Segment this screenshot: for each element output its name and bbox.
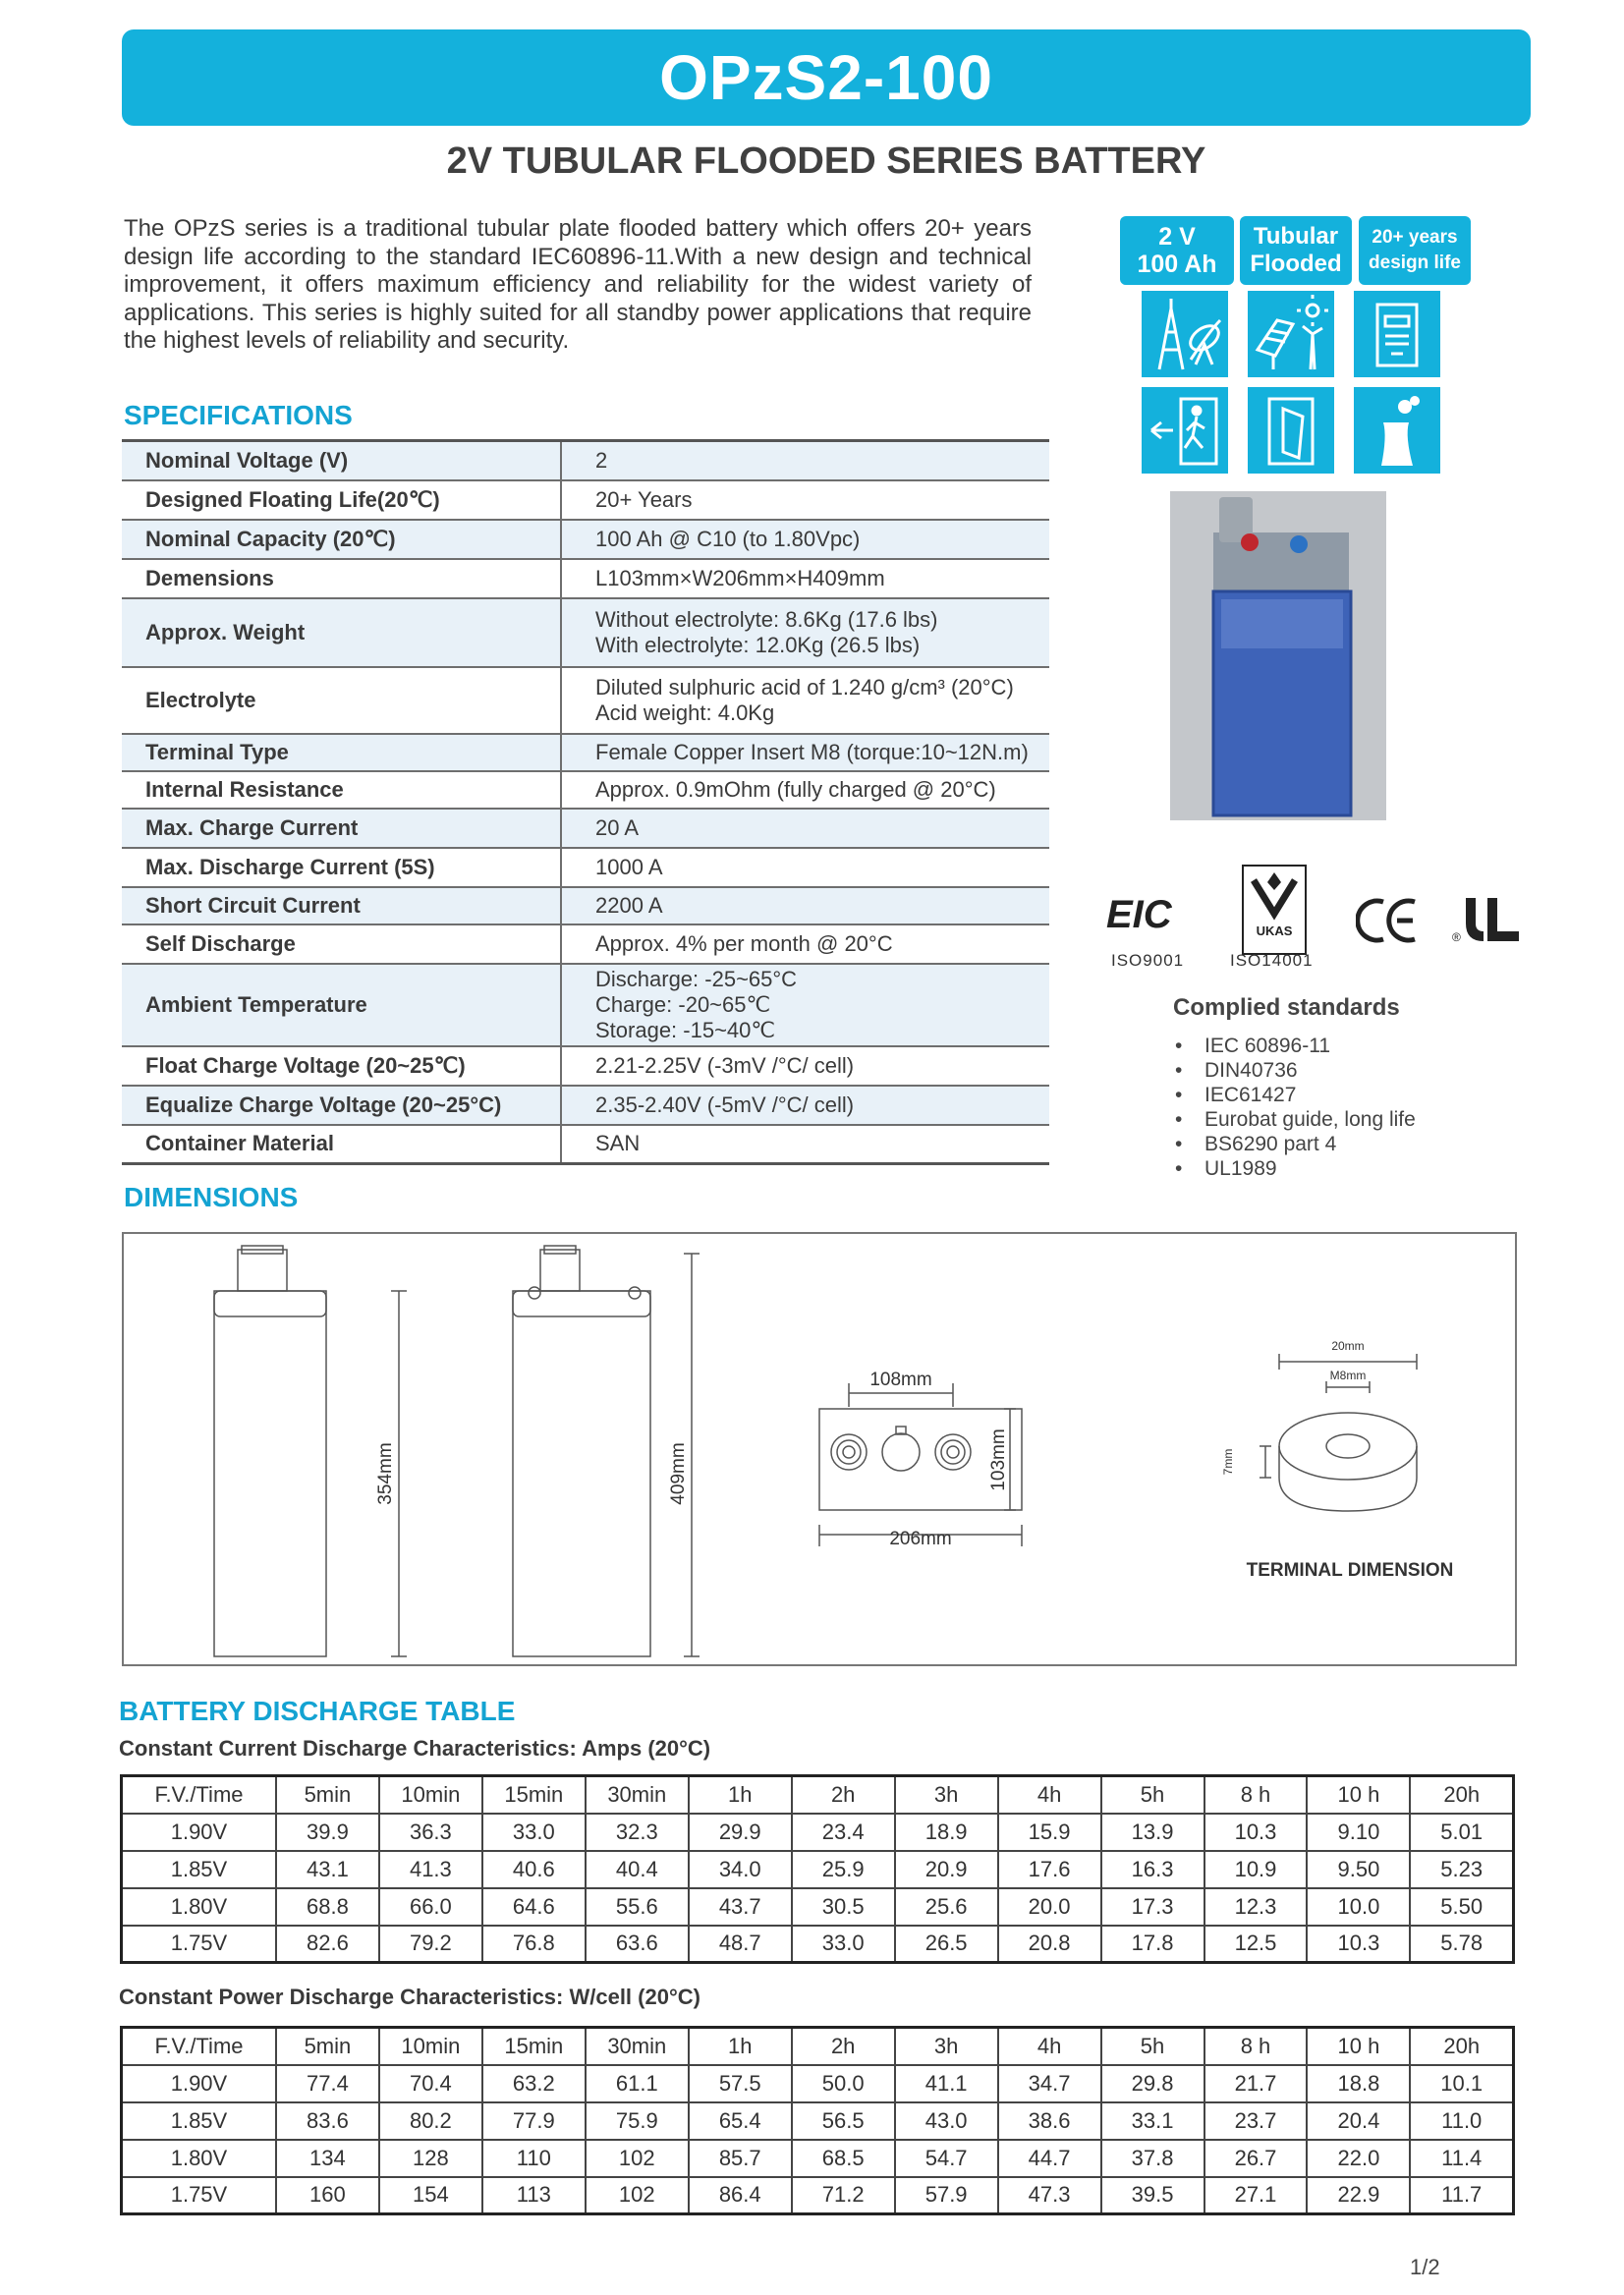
svg-text:EIC: EIC xyxy=(1106,893,1172,936)
table-cell: 77.4 xyxy=(276,2065,379,2102)
spec-value xyxy=(561,1086,1049,1125)
table-cell: 21.7 xyxy=(1204,2065,1308,2102)
table-cell: 37.8 xyxy=(1101,2140,1204,2177)
column-header: 30min xyxy=(586,1776,689,1814)
spec-value-line: Female Copper Insert M8 (torque:10~12N.m) xyxy=(595,739,1029,764)
spec-value xyxy=(561,480,1049,520)
spec-value-line: 2 xyxy=(595,447,608,473)
table-row xyxy=(122,1888,1514,1926)
table-cell: 10.3 xyxy=(1204,1814,1308,1851)
spec-value-line: 20 A xyxy=(595,814,640,840)
table-cell: 57.9 xyxy=(895,2177,998,2214)
table-cell: 79.2 xyxy=(379,1926,482,1963)
table-cell: 63.6 xyxy=(586,1926,689,1963)
table-cell: 86.4 xyxy=(689,2177,792,2214)
spec-row xyxy=(122,848,1049,887)
spec-label: Approx. Weight xyxy=(122,598,561,667)
spec-row xyxy=(122,809,1049,848)
iso14001-label: ISO14001 xyxy=(1230,951,1314,970)
table-cell: 128 xyxy=(379,2140,482,2177)
spec-value-line: With electrolyte: 12.0Kg (26.5 lbs) xyxy=(595,632,921,657)
spec-label: Self Discharge xyxy=(122,924,561,964)
dim-terminal-thread: M8mm xyxy=(1329,1369,1367,1382)
spec-row xyxy=(122,1086,1049,1125)
spec-label: Designed Floating Life(20℃) xyxy=(122,480,561,520)
table-cell: 102 xyxy=(586,2177,689,2214)
table-cell: 18.8 xyxy=(1307,2065,1410,2102)
column-header: 20h xyxy=(1410,2028,1513,2065)
spec-value xyxy=(561,1125,1049,1164)
table-cell: 80.2 xyxy=(379,2102,482,2140)
table-cell: 29.9 xyxy=(689,1814,792,1851)
spec-label: Max. Discharge Current (5S) xyxy=(122,848,561,887)
table-cell: 17.3 xyxy=(1101,1888,1204,1926)
spec-row xyxy=(122,1125,1049,1164)
table-cell: 26.7 xyxy=(1204,2140,1308,2177)
table-cell: 70.4 xyxy=(379,2065,482,2102)
standards-title: Complied standards xyxy=(1173,994,1400,1021)
table-cell: 50.0 xyxy=(792,2065,895,2102)
table-cell: 36.3 xyxy=(379,1814,482,1851)
specifications-heading: SPECIFICATIONS xyxy=(124,400,353,430)
column-header: 2h xyxy=(792,1776,895,1814)
spec-value-line: Approx. 0.9mOhm (fully charged @ 20°C) xyxy=(595,776,996,802)
dim-height-cell: 354mm xyxy=(375,1442,396,1505)
column-header: 1h xyxy=(689,1776,792,1814)
table-cell: 76.8 xyxy=(482,1926,586,1963)
table-cell: 10.9 xyxy=(1204,1851,1308,1888)
column-header: 5h xyxy=(1101,2028,1204,2065)
emergency-exit-icon xyxy=(1142,387,1228,474)
spec-value-line: 100 Ah @ C10 (to 1.80Vpc) xyxy=(595,526,861,551)
spec-value xyxy=(561,598,1049,667)
table-cell: 10.0 xyxy=(1307,1888,1410,1926)
table-cell: 34.7 xyxy=(998,2065,1101,2102)
power-table-title: Constant Power Discharge Characteristics: W/cell (20°C) xyxy=(119,1985,700,2009)
table-cell: 29.8 xyxy=(1101,2065,1204,2102)
table-cell: 63.2 xyxy=(482,2065,586,2102)
dimension-drawing xyxy=(122,1232,1517,1666)
table-cell: 12.3 xyxy=(1204,1888,1308,1926)
column-header: 15min xyxy=(482,2028,586,2065)
table-cell: 48.7 xyxy=(689,1926,792,1963)
spec-row xyxy=(122,964,1049,1046)
column-header: 3h xyxy=(895,2028,998,2065)
table-cell: 5.23 xyxy=(1410,1851,1513,1888)
column-header: 4h xyxy=(998,1776,1101,1814)
table-cell: 12.5 xyxy=(1204,1926,1308,1963)
badge-line: 20+ years xyxy=(1372,227,1458,248)
table-row xyxy=(122,2065,1514,2102)
table-cell: 33.1 xyxy=(1101,2102,1204,2140)
table-cell: 22.9 xyxy=(1307,2177,1410,2214)
table-cell: 160 xyxy=(276,2177,379,2214)
power-plant-icon xyxy=(1354,387,1440,474)
power-discharge-table xyxy=(120,2026,1515,2215)
dim-top-length: 108mm xyxy=(869,1370,932,1390)
column-header: 10min xyxy=(379,1776,482,1814)
table-cell: 25.6 xyxy=(895,1888,998,1926)
spec-row xyxy=(122,734,1049,771)
table-header-row xyxy=(122,2028,1514,2065)
spec-row xyxy=(122,598,1049,667)
spec-value xyxy=(561,734,1049,771)
badge-line: 100 Ah xyxy=(1137,251,1217,278)
table-cell: 82.6 xyxy=(276,1926,379,1963)
table-cell: 5.78 xyxy=(1410,1926,1513,1963)
table-cell: 32.3 xyxy=(586,1814,689,1851)
column-header: 30min xyxy=(586,2028,689,2065)
table-cell: 17.8 xyxy=(1101,1926,1204,1963)
final-voltage-cell: 1.85V xyxy=(122,1851,276,1888)
table-cell: 15.9 xyxy=(998,1814,1101,1851)
table-cell: 40.4 xyxy=(586,1851,689,1888)
spec-value xyxy=(561,520,1049,559)
standard-item: • DIN40736 xyxy=(1175,1058,1416,1083)
final-voltage-cell: 1.85V xyxy=(122,2102,276,2140)
table-cell: 41.1 xyxy=(895,2065,998,2102)
spec-value xyxy=(561,559,1049,598)
table-cell: 55.6 xyxy=(586,1888,689,1926)
table-cell: 33.0 xyxy=(482,1814,586,1851)
table-row xyxy=(122,1851,1514,1888)
dim-terminal-outer: 20mm xyxy=(1331,1339,1365,1353)
spec-value xyxy=(561,887,1049,924)
table-cell: 44.7 xyxy=(998,2140,1101,2177)
table-cell: 38.6 xyxy=(998,2102,1101,2140)
badge-voltage-capacity xyxy=(1120,216,1234,285)
column-header: F.V./Time xyxy=(122,2028,276,2065)
page-number: 1/2 xyxy=(1410,2255,1440,2279)
spec-label: Terminal Type xyxy=(122,734,561,771)
table-row xyxy=(122,2140,1514,2177)
ul-logo xyxy=(1450,894,1523,945)
spec-row xyxy=(122,1046,1049,1086)
product-subtitle: 2V TUBULAR FLOODED SERIES BATTERY xyxy=(446,140,1206,182)
spec-label: Ambient Temperature xyxy=(122,964,561,1046)
final-voltage-cell: 1.80V xyxy=(122,1888,276,1926)
column-header: 10min xyxy=(379,2028,482,2065)
table-cell: 26.5 xyxy=(895,1926,998,1963)
table-cell: 30.5 xyxy=(792,1888,895,1926)
table-cell: 134 xyxy=(276,2140,379,2177)
table-cell: 71.2 xyxy=(792,2177,895,2214)
table-row xyxy=(122,2102,1514,2140)
table-cell: 23.4 xyxy=(792,1814,895,1851)
table-cell: 11.4 xyxy=(1410,2140,1513,2177)
spec-value-line: L103mm×W206mm×H409mm xyxy=(595,565,885,590)
current-discharge-table xyxy=(120,1774,1515,1964)
column-header: 8 h xyxy=(1204,2028,1308,2065)
spec-value xyxy=(561,771,1049,809)
table-cell: 16.3 xyxy=(1101,1851,1204,1888)
svg-text:UKAS: UKAS xyxy=(1256,924,1293,938)
terminal-dimension-caption: TERMINAL DIMENSION xyxy=(1246,1560,1454,1581)
table-cell: 66.0 xyxy=(379,1888,482,1926)
spec-row xyxy=(122,887,1049,924)
dim-top-depth: 103mm xyxy=(988,1428,1009,1491)
table-cell: 43.1 xyxy=(276,1851,379,1888)
dim-top-width: 206mm xyxy=(889,1529,952,1549)
spec-value-line: Approx. 4% per month @ 20°C xyxy=(595,930,893,956)
badge-line: Flooded xyxy=(1250,251,1342,277)
spec-value-line: 2.21-2.25V (-3mV /°C/ cell) xyxy=(595,1052,855,1078)
final-voltage-cell: 1.90V xyxy=(122,1814,276,1851)
final-voltage-cell: 1.75V xyxy=(122,2177,276,2214)
badge-tubular-flooded xyxy=(1240,216,1352,285)
solar-wind-icon xyxy=(1248,291,1334,377)
spec-value-line: Charge: -20~65℃ xyxy=(595,991,771,1017)
table-cell: 85.7 xyxy=(689,2140,792,2177)
column-header: 5min xyxy=(276,1776,379,1814)
iso9001-label: ISO9001 xyxy=(1111,951,1185,970)
spec-label: Max. Charge Current xyxy=(122,809,561,848)
spec-row xyxy=(122,520,1049,559)
column-header: 3h xyxy=(895,1776,998,1814)
spec-value-line: Without electrolyte: 8.6Kg (17.6 lbs) xyxy=(595,606,938,632)
final-voltage-cell: 1.75V xyxy=(122,1926,276,1963)
table-cell: 9.50 xyxy=(1307,1851,1410,1888)
spec-label: Demensions xyxy=(122,559,561,598)
spec-row xyxy=(122,441,1049,480)
spec-value xyxy=(561,667,1049,734)
spec-value-line: 20+ Years xyxy=(595,486,693,512)
spec-row xyxy=(122,667,1049,734)
table-cell: 5.50 xyxy=(1410,1888,1513,1926)
spec-value-line: Acid weight: 4.0Kg xyxy=(595,700,775,725)
table-cell: 154 xyxy=(379,2177,482,2214)
spec-value-line: Storage: -15~40℃ xyxy=(595,1017,776,1042)
table-cell: 11.7 xyxy=(1410,2177,1513,2214)
eic-logo xyxy=(1104,886,1189,941)
table-cell: 10.1 xyxy=(1410,2065,1513,2102)
table-cell: 68.8 xyxy=(276,1888,379,1926)
table-cell: 43.0 xyxy=(895,2102,998,2140)
telecom-tower-icon xyxy=(1142,291,1228,377)
ukas-logo xyxy=(1242,865,1307,955)
spec-value xyxy=(561,809,1049,848)
spec-value-line: 2.35-2.40V (-5mV /°C/ cell) xyxy=(595,1092,855,1117)
table-cell: 57.5 xyxy=(689,2065,792,2102)
discharge-heading: BATTERY DISCHARGE TABLE xyxy=(119,1696,516,1726)
table-cell: 40.6 xyxy=(482,1851,586,1888)
table-cell: 110 xyxy=(482,2140,586,2177)
spec-value xyxy=(561,441,1049,480)
table-cell: 18.9 xyxy=(895,1814,998,1851)
table-cell: 13.9 xyxy=(1101,1814,1204,1851)
table-cell: 23.7 xyxy=(1204,2102,1308,2140)
badge-line: design life xyxy=(1369,252,1461,273)
table-cell: 56.5 xyxy=(792,2102,895,2140)
svg-text:®: ® xyxy=(1452,930,1461,944)
table-cell: 39.9 xyxy=(276,1814,379,1851)
table-cell: 5.01 xyxy=(1410,1814,1513,1851)
table-cell: 77.9 xyxy=(482,2102,586,2140)
table-cell: 17.6 xyxy=(998,1851,1101,1888)
column-header: 10 h xyxy=(1307,1776,1410,1814)
spec-label: Float Charge Voltage (20~25℃) xyxy=(122,1046,561,1086)
spec-value xyxy=(561,848,1049,887)
product-title: OPzS2-100 xyxy=(659,42,993,113)
spec-label: Electrolyte xyxy=(122,667,561,734)
door-icon xyxy=(1248,387,1334,474)
table-cell: 61.1 xyxy=(586,2065,689,2102)
final-voltage-cell: 1.80V xyxy=(122,2140,276,2177)
dim-height-total: 409mm xyxy=(668,1442,689,1505)
column-header: F.V./Time xyxy=(122,1776,276,1814)
standards-list xyxy=(1175,1034,1416,1181)
table-cell: 65.4 xyxy=(689,2102,792,2140)
table-row xyxy=(122,1814,1514,1851)
spec-label: Container Material xyxy=(122,1125,561,1164)
standard-item: • IEC 60896-11 xyxy=(1175,1034,1416,1058)
ce-logo xyxy=(1356,896,1421,945)
spec-value xyxy=(561,964,1049,1046)
badge-line: Tubular xyxy=(1253,223,1339,250)
spec-label: Internal Resistance xyxy=(122,771,561,809)
column-header: 15min xyxy=(482,1776,586,1814)
table-cell: 54.7 xyxy=(895,2140,998,2177)
final-voltage-cell: 1.90V xyxy=(122,2065,276,2102)
dimensions-heading: DIMENSIONS xyxy=(124,1182,299,1212)
spec-row xyxy=(122,480,1049,520)
title-banner xyxy=(122,29,1531,126)
table-row xyxy=(122,1926,1514,1963)
battery-photo xyxy=(1170,491,1386,820)
spec-value-line: 1000 A xyxy=(595,854,663,879)
current-table-title: Constant Current Discharge Characteristics: Amps (20°C) xyxy=(119,1736,711,1761)
table-cell: 75.9 xyxy=(586,2102,689,2140)
spec-label: Nominal Capacity (20℃) xyxy=(122,520,561,559)
standard-item: • Eurobat guide, long life xyxy=(1175,1107,1416,1132)
column-header: 8 h xyxy=(1204,1776,1308,1814)
spec-value-line: SAN xyxy=(595,1131,641,1156)
table-cell: 25.9 xyxy=(792,1851,895,1888)
table-cell: 20.9 xyxy=(895,1851,998,1888)
spec-value-line: 2200 A xyxy=(595,892,663,918)
table-header-row xyxy=(122,1776,1514,1814)
table-cell: 113 xyxy=(482,2177,586,2214)
spec-value xyxy=(561,1046,1049,1086)
table-cell: 39.5 xyxy=(1101,2177,1204,2214)
intro-paragraph: The OPzS series is a traditional tubular plate flooded battery which offers 20+ years design life according to the standard IEC60896-11.With a new design and technical improvement, it offers maximum efficiency and reliability for the widest variety of applications. This series is highly suited for all standby power applications that require the highest levels of reliability and security. xyxy=(124,215,1032,354)
column-header: 5h xyxy=(1101,1776,1204,1814)
spec-row xyxy=(122,559,1049,598)
column-header: 20h xyxy=(1410,1776,1513,1814)
table-row xyxy=(122,2177,1514,2214)
badge-line: 2 V xyxy=(1158,223,1196,251)
table-cell: 11.0 xyxy=(1410,2102,1513,2140)
table-cell: 64.6 xyxy=(482,1888,586,1926)
standard-item: • IEC61427 xyxy=(1175,1083,1416,1107)
control-cabinet-icon xyxy=(1354,291,1440,377)
column-header: 10 h xyxy=(1307,2028,1410,2065)
column-header: 1h xyxy=(689,2028,792,2065)
spec-label: Short Circuit Current xyxy=(122,887,561,924)
spec-value xyxy=(561,924,1049,964)
spec-label: Nominal Voltage (V) xyxy=(122,441,561,480)
spec-row xyxy=(122,771,1049,809)
spec-value-line: Discharge: -25~65°C xyxy=(595,966,798,991)
table-cell: 43.7 xyxy=(689,1888,792,1926)
table-cell: 9.10 xyxy=(1307,1814,1410,1851)
table-cell: 34.0 xyxy=(689,1851,792,1888)
column-header: 4h xyxy=(998,2028,1101,2065)
spec-value-line: Diluted sulphuric acid of 1.240 g/cm³ (20°C) xyxy=(595,674,1014,700)
table-cell: 27.1 xyxy=(1204,2177,1308,2214)
column-header: 2h xyxy=(792,2028,895,2065)
specifications-table xyxy=(122,439,1049,1165)
table-cell: 83.6 xyxy=(276,2102,379,2140)
table-cell: 22.0 xyxy=(1307,2140,1410,2177)
spec-row xyxy=(122,924,1049,964)
table-cell: 20.8 xyxy=(998,1926,1101,1963)
table-cell: 33.0 xyxy=(792,1926,895,1963)
column-header: 5min xyxy=(276,2028,379,2065)
table-cell: 20.0 xyxy=(998,1888,1101,1926)
table-cell: 10.3 xyxy=(1307,1926,1410,1963)
table-cell: 68.5 xyxy=(792,2140,895,2177)
table-cell: 102 xyxy=(586,2140,689,2177)
spec-label: Equalize Charge Voltage (20~25°C) xyxy=(122,1086,561,1125)
table-cell: 47.3 xyxy=(998,2177,1101,2214)
badge-design-life xyxy=(1359,216,1471,285)
standard-item: • UL1989 xyxy=(1175,1156,1416,1181)
table-cell: 41.3 xyxy=(379,1851,482,1888)
dim-terminal-depth: 7mm xyxy=(1221,1448,1235,1476)
standard-item: • BS6290 part 4 xyxy=(1175,1132,1416,1156)
table-cell: 20.4 xyxy=(1307,2102,1410,2140)
